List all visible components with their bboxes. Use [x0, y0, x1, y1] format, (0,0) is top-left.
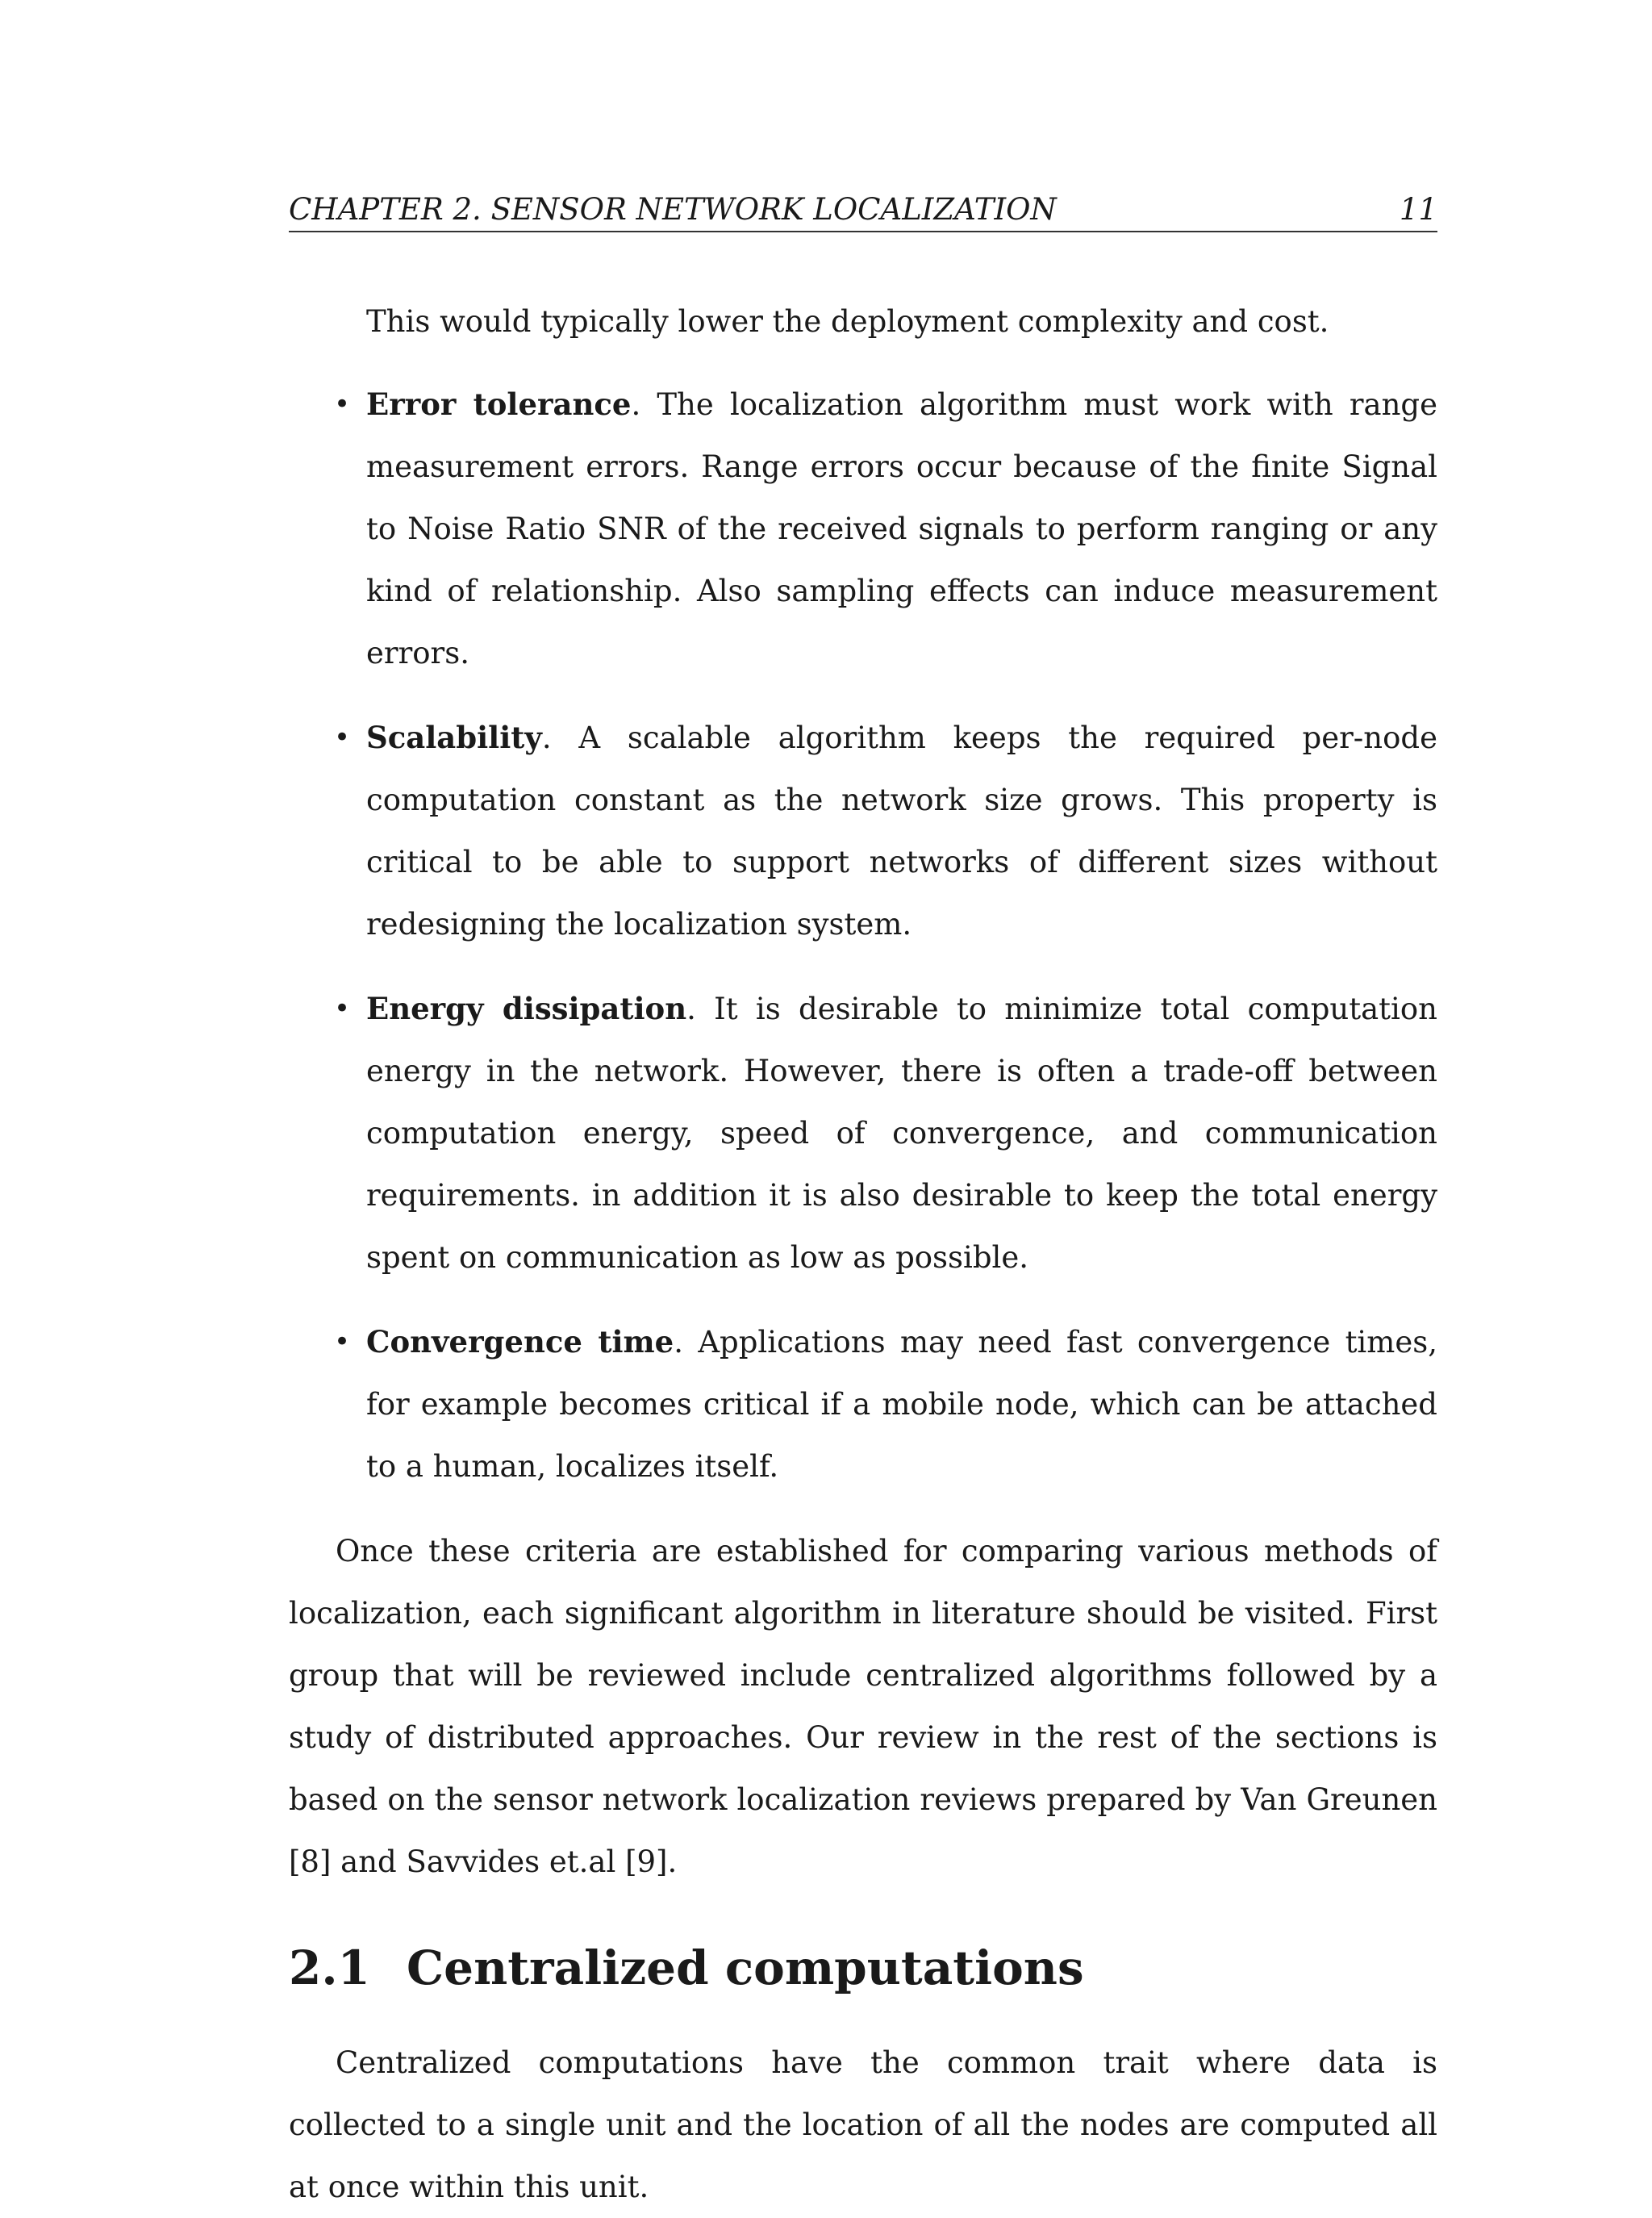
criterion-text: . The localization algorithm must work with range measurement errors. Range errors occur because of the finite Signal to Noise Ratio SNR of the received signals to perform ranging or any kind of relationship. Also sampling effects can induce measurement errors. [366, 387, 1437, 670]
bullet-icon: • [334, 992, 351, 1025]
list-item [289, 978, 1437, 1289]
bullet-icon: • [334, 721, 351, 754]
criterion-term: Error tolerance [366, 386, 632, 422]
list-item [289, 1311, 1437, 1497]
chapter-title: CHAPTER 2. SENSOR NETWORK LOCALIZATION [289, 192, 1057, 227]
running-header [289, 187, 1437, 232]
section-heading [289, 1932, 1437, 2004]
criterion-text: . A scalable algorithm keeps the required per-node computation constant as the network size grows. This property is critical to be able to support networks of different sizes without redesigning the localization system. [366, 721, 1437, 942]
section-title: Centralized computations [407, 1940, 1084, 1995]
criterion-text: . It is desirable to minimize total computation energy in the network. However, there is often a trade-off between computation energy, speed of convergence, and communication requirements. in addition it is also desirable to keep the total energy spent on communication as low as possible. [366, 992, 1437, 1275]
body-paragraph: Once these criteria are established for comparing various methods of localization, each significant algorithm in literature should be visited. First group that will be reviewed include centralized algorithms followed by a study of distributed approaches. Our review in the rest of the sections is based on the sensor network localization reviews prepared by Van Greunen [8] and Savvides et.al [9]. [289, 1534, 1437, 1879]
criterion-text: . Applications may need fast convergence times, for example becomes critical if a mobile node, which can be attached to a human, localizes itself. [366, 1325, 1437, 1484]
bullet-icon: • [334, 388, 351, 420]
criterion-term: Convergence time [366, 1324, 674, 1360]
list-item [289, 374, 1437, 684]
continued-item-text: This would typically lower the deployment complexity and cost. [366, 304, 1329, 339]
body-paragraph: Centralized computations have the common trait where data is collected to a single unit and the location of all the nodes are computed all at once within this unit. [289, 2045, 1437, 2204]
section-number: 2.1 [289, 1940, 370, 1995]
body-content [289, 290, 1437, 2218]
list-item [289, 707, 1437, 955]
page-number: 11 [1399, 192, 1437, 227]
criteria-list [289, 374, 1437, 1497]
criterion-term: Scalability [366, 720, 542, 755]
bullet-icon: • [334, 1326, 351, 1358]
criterion-term: Energy dissipation [366, 991, 687, 1026]
